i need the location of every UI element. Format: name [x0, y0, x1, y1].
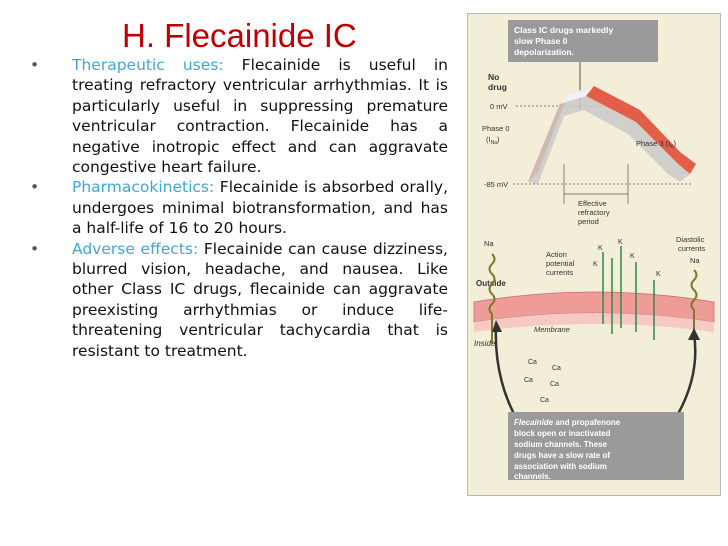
diastolic-label: currents	[678, 244, 706, 253]
callout-bottom-line: channels.	[514, 472, 551, 481]
bullet-therapeutic-uses	[30, 55, 448, 177]
bullet-pharmacokinetics	[30, 177, 448, 238]
ca-ion-label: Ca	[550, 381, 559, 388]
erp-label: refractory	[578, 208, 610, 217]
zero-mv-label: 0 mV	[490, 102, 508, 111]
erp-label: period	[578, 217, 599, 226]
pointer-to-na-channel	[678, 334, 695, 414]
ca-ion-label: Ca	[552, 365, 561, 372]
bullet-adverse-effects	[30, 239, 448, 361]
action-potential-label: Action	[546, 250, 567, 259]
na-ion-label: Na	[484, 239, 494, 248]
callout-top-line: depolarization.	[514, 47, 574, 57]
phase0-current-label: $(I_{Na})$	[486, 135, 500, 146]
bullet-label: Adverse effects:	[72, 239, 199, 258]
inside-label: Inside	[474, 339, 496, 348]
phase3-label: Phase 3 $(I_K)$	[636, 139, 677, 150]
bullet-text: Flecainide is absorbed orally, undergoes minimal biotransformation, and has a half-life of 16 to 20 hours.	[72, 178, 448, 238]
k-ion-label: K	[593, 261, 598, 268]
action-potential-label: currents	[546, 268, 574, 277]
callout-bottom-line: sodium channels. These	[514, 440, 607, 449]
callout-bottom-line: drugs have a slow rate of	[514, 451, 611, 460]
ca-ion-label: Ca	[524, 377, 533, 384]
slide-title: H. Flecainide IC	[122, 17, 357, 54]
na-ion-label: Na	[690, 256, 700, 265]
bullet-text: Flecainide can cause dizziness, blurred vision, headache, and nausea. Like other Class IC drugs, flecainide can aggravate preexisting arrhythmias or induce life-threatening ventricular tachycardia that is resistant to treatment.	[72, 239, 448, 360]
bullet-label: Therapeutic uses:	[72, 56, 224, 74]
callout-bottom-line: association with sodium	[514, 462, 607, 471]
bullet-label: Pharmacokinetics:	[72, 178, 215, 197]
k-ion-label: K	[618, 239, 623, 246]
ca-ion-label: Ca	[540, 397, 549, 404]
diastolic-label: Diastolic	[676, 235, 705, 244]
k-ion-label: K	[630, 253, 635, 260]
pointer-to-na-channel	[496, 326, 514, 414]
membrane-label: Membrane	[534, 325, 570, 334]
outside-label: Outside	[476, 279, 506, 288]
k-ion-label: K	[598, 245, 603, 252]
phase0-label: Phase 0	[482, 124, 510, 133]
mechanism-diagram	[468, 14, 720, 495]
callout-bottom-line: block open or inactivated	[514, 429, 611, 438]
ca-ion-label: Ca	[528, 359, 537, 366]
bullet-marker: •	[30, 239, 40, 258]
callout-bottom-line: Flecainide and propafenone	[514, 418, 621, 427]
no-drug-label: No	[488, 72, 500, 82]
k-ion-label: K	[656, 271, 661, 278]
action-potential-label: potential	[546, 259, 575, 268]
bullet-text: Flecainide is useful in treating refractory ventricular arrhythmias. It is particularly useful in suppressing premature ventricular contraction. Flecainide has a negative inotropic effect and can aggravate congestive heart failure.	[72, 56, 448, 177]
flecainide-mechanism-figure	[467, 13, 721, 496]
bullet-marker: •	[30, 56, 40, 74]
bullet-list	[30, 55, 448, 361]
no-drug-label: drug	[488, 82, 507, 92]
bullet-marker: •	[30, 178, 40, 197]
minus85-label: -85 mV	[484, 180, 509, 189]
callout-top-line: slow Phase 0	[514, 36, 568, 46]
erp-label: Effective	[578, 199, 607, 208]
callout-top-line: Class IC drugs markedly	[514, 25, 614, 35]
